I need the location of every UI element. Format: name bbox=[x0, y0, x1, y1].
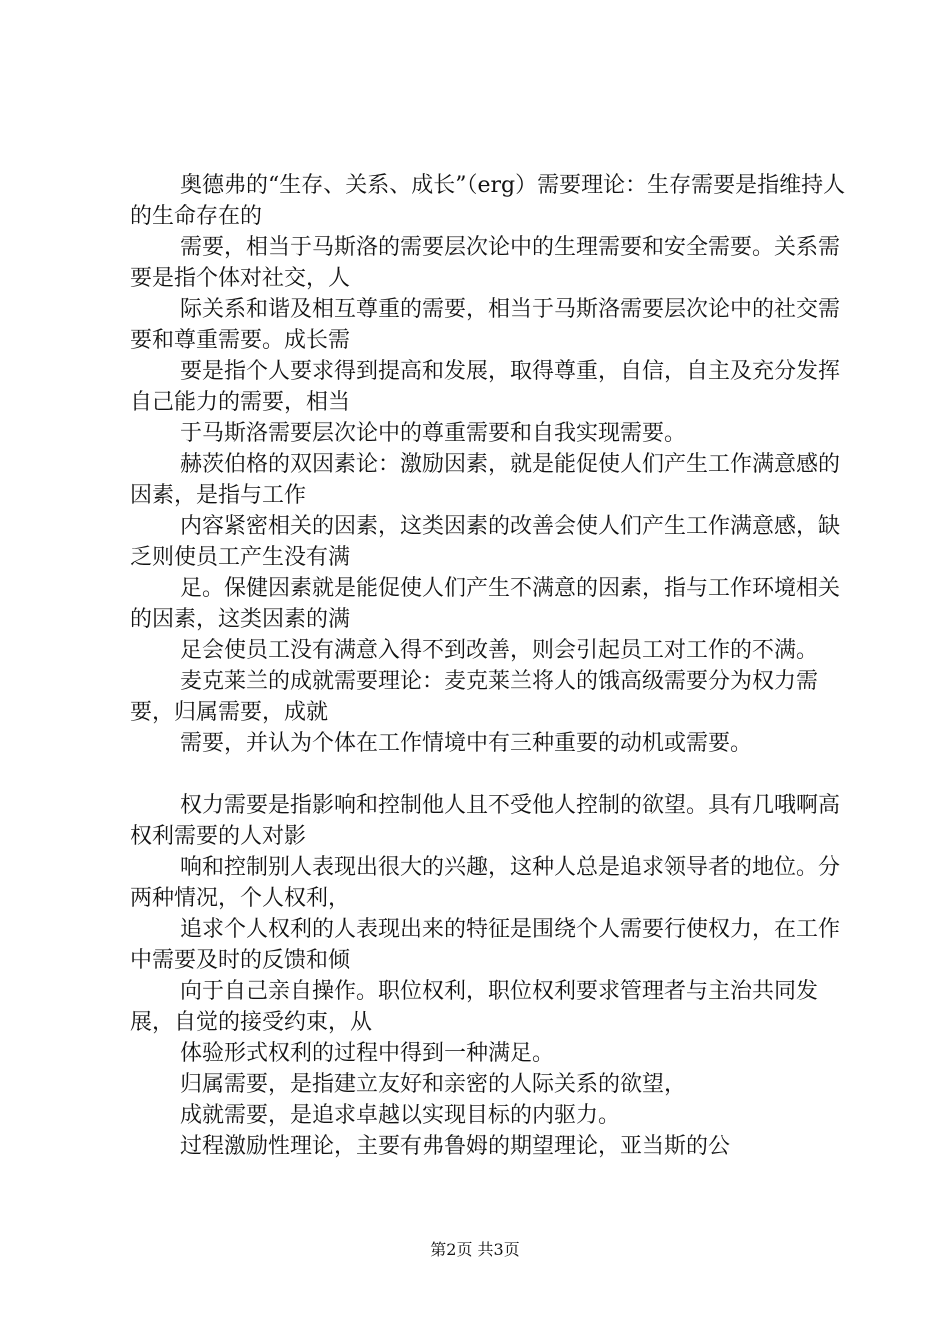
document-body bbox=[130, 170, 860, 1162]
paragraph: 足。保健因素就是能促使人们产生不满意的因素，指与工作环境相关的因素，这类因素的满 bbox=[130, 576, 841, 632]
paragraph: 要是指个人要求得到提高和发展，取得尊重，自信，自主及充分发挥自己能力的需要，相当 bbox=[130, 359, 841, 415]
paragraph: 归属需要，是指建立友好和亲密的人际关系的欲望， bbox=[180, 1072, 687, 1097]
paragraph: 追求个人权利的人表现出来的特征是围绕个人需要行使权力，在工作中需要及时的反馈和倾 bbox=[130, 917, 841, 973]
paragraph: 足会使员工没有满意入得不到改善，则会引起员工对工作的不满。 bbox=[180, 638, 819, 663]
paragraph: 需要，相当于马斯洛的需要层次论中的生理需要和安全需要。关系需要是指个体对社交，人 bbox=[130, 235, 841, 291]
paragraph: 于马斯洛需要层次论中的尊重需要和自我实现需要。 bbox=[180, 421, 687, 446]
paragraph: 向于自己亲自操作。职位权利，职位权利要求管理者与主治共同发展，自觉的接受约束，从 bbox=[130, 979, 819, 1035]
page-footer: 第2页 共3页 bbox=[430, 1240, 520, 1259]
paragraph-gap bbox=[130, 759, 860, 790]
paragraph: 权力需要是指影响和控制他人且不受他人控制的欲望。具有几哦啊高权利需要的人对影 bbox=[130, 793, 841, 849]
paragraph: 体验形式权利的过程中得到一种满足。 bbox=[180, 1041, 555, 1066]
paragraph: 过程激励性理论，主要有弗鲁姆的期望理论，亚当斯的公 bbox=[180, 1134, 731, 1159]
paragraph: 际关系和谐及相互尊重的需要，相当于马斯洛需要层次论中的社交需要和尊重需要。成长需 bbox=[130, 297, 841, 353]
paragraph: 需要，并认为个体在工作情境中有三种重要的动机或需要。 bbox=[180, 731, 753, 756]
paragraph: 成就需要，是追求卓越以实现目标的内驱力。 bbox=[180, 1103, 621, 1128]
paragraph: 赫茨伯格的双因素论：激励因素，就是能促使人们产生工作满意感的因素，是指与工作 bbox=[130, 452, 841, 508]
paragraph: 内容紧密相关的因素，这类因素的改善会使人们产生工作满意感，缺乏则使员工产生没有满 bbox=[130, 514, 841, 570]
paragraph: 奥德弗的“生存、关系、成长”（erg）需要理论：生存需要是指维持人的生命存在的 bbox=[130, 173, 846, 229]
paragraph: 响和控制别人表现出很大的兴趣，这种人总是追求领导者的地位。分两种情况，个人权利， bbox=[130, 855, 841, 911]
paragraph: 麦克莱兰的成就需要理论：麦克莱兰将人的饿高级需要分为权力需要，归属需要，成就 bbox=[130, 669, 819, 725]
